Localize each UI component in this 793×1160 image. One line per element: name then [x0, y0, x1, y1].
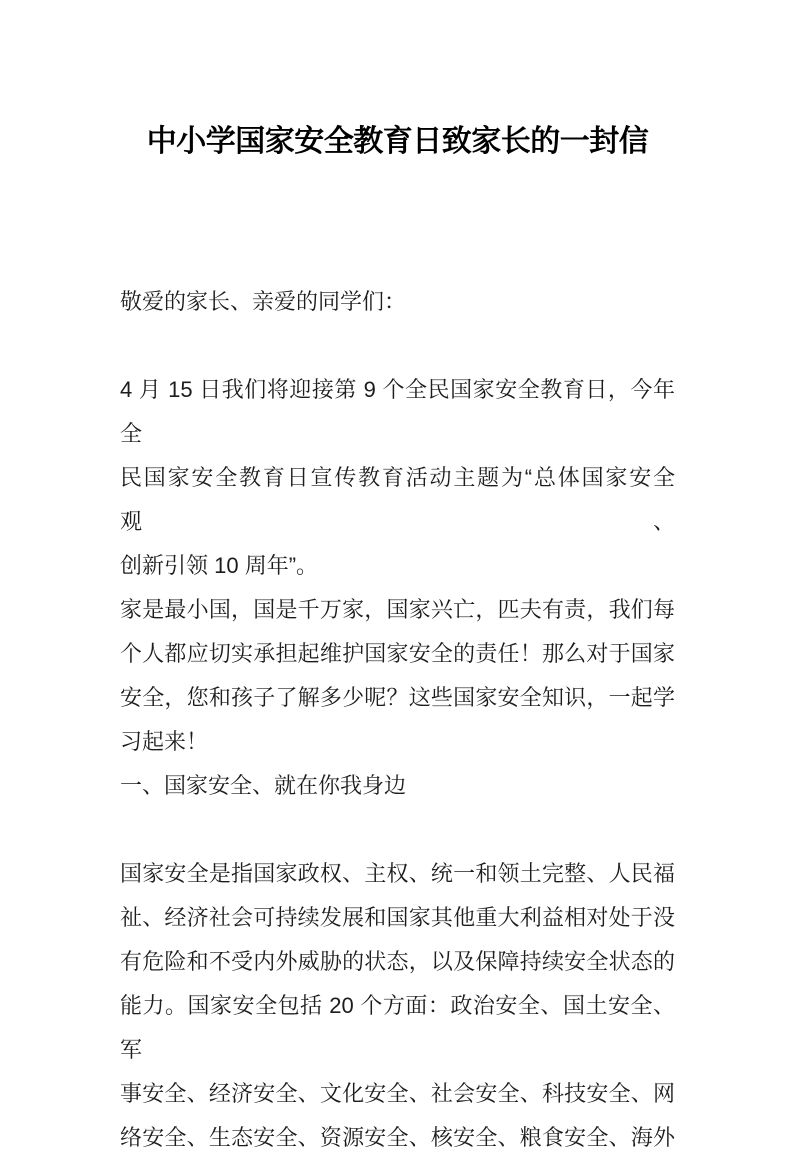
text-line: 习起来！: [120, 729, 209, 754]
text-line: 有危险和不受内外威胁的状态，以及保障持续安全状态的: [120, 949, 675, 974]
document-title: 中小学国家安全教育日致家长的一封信: [146, 125, 649, 158]
section-heading-1: [120, 764, 675, 808]
text-line: 络安全、生态安全、资源安全、核安全、粮食安全、海外: [120, 1125, 675, 1150]
text-line: 安全，您和孩子了解多少呢？这些国家安全知识，一起学: [120, 685, 675, 710]
text-line: 创新引领 10 周年”。: [120, 553, 319, 578]
text-line: 4 月 15 日我们将迎接第 9 个全民国家安全教育日，今年全: [120, 377, 675, 446]
text-line: 敬爱的家长、亲爱的同学们：: [120, 289, 407, 314]
text-line: 能力。国家安全包括 20 个方面：政治安全、国土安全、军: [120, 993, 675, 1062]
text-line: 事安全、经济安全、文化安全、社会安全、科技安全、网: [120, 1081, 675, 1106]
text-line: 一、国家安全、就在你我身边: [120, 773, 407, 798]
text-line: 家是最小国，国是千万家，国家兴亡，匹夫有责，我们每: [120, 597, 675, 622]
paragraph-education-day: [120, 368, 675, 588]
text-line: 国家安全是指国家政权、主权、统一和领土完整、人民福: [120, 861, 675, 886]
salutation-paragraph: [120, 280, 675, 324]
text-line: 个人都应切实承担起维护国家安全的责任！那么对于国家: [120, 641, 675, 666]
text-line: 祉、经济社会可持续发展和国家其他重大利益相对处于没: [120, 905, 675, 930]
paragraph-national-security-definition: [120, 852, 675, 1160]
paragraph-responsibility: [120, 588, 675, 764]
document-body: [120, 0, 675, 1160]
text-line: 民国家安全教育日宣传教育活动主题为“总体国家安全观、: [120, 465, 675, 534]
